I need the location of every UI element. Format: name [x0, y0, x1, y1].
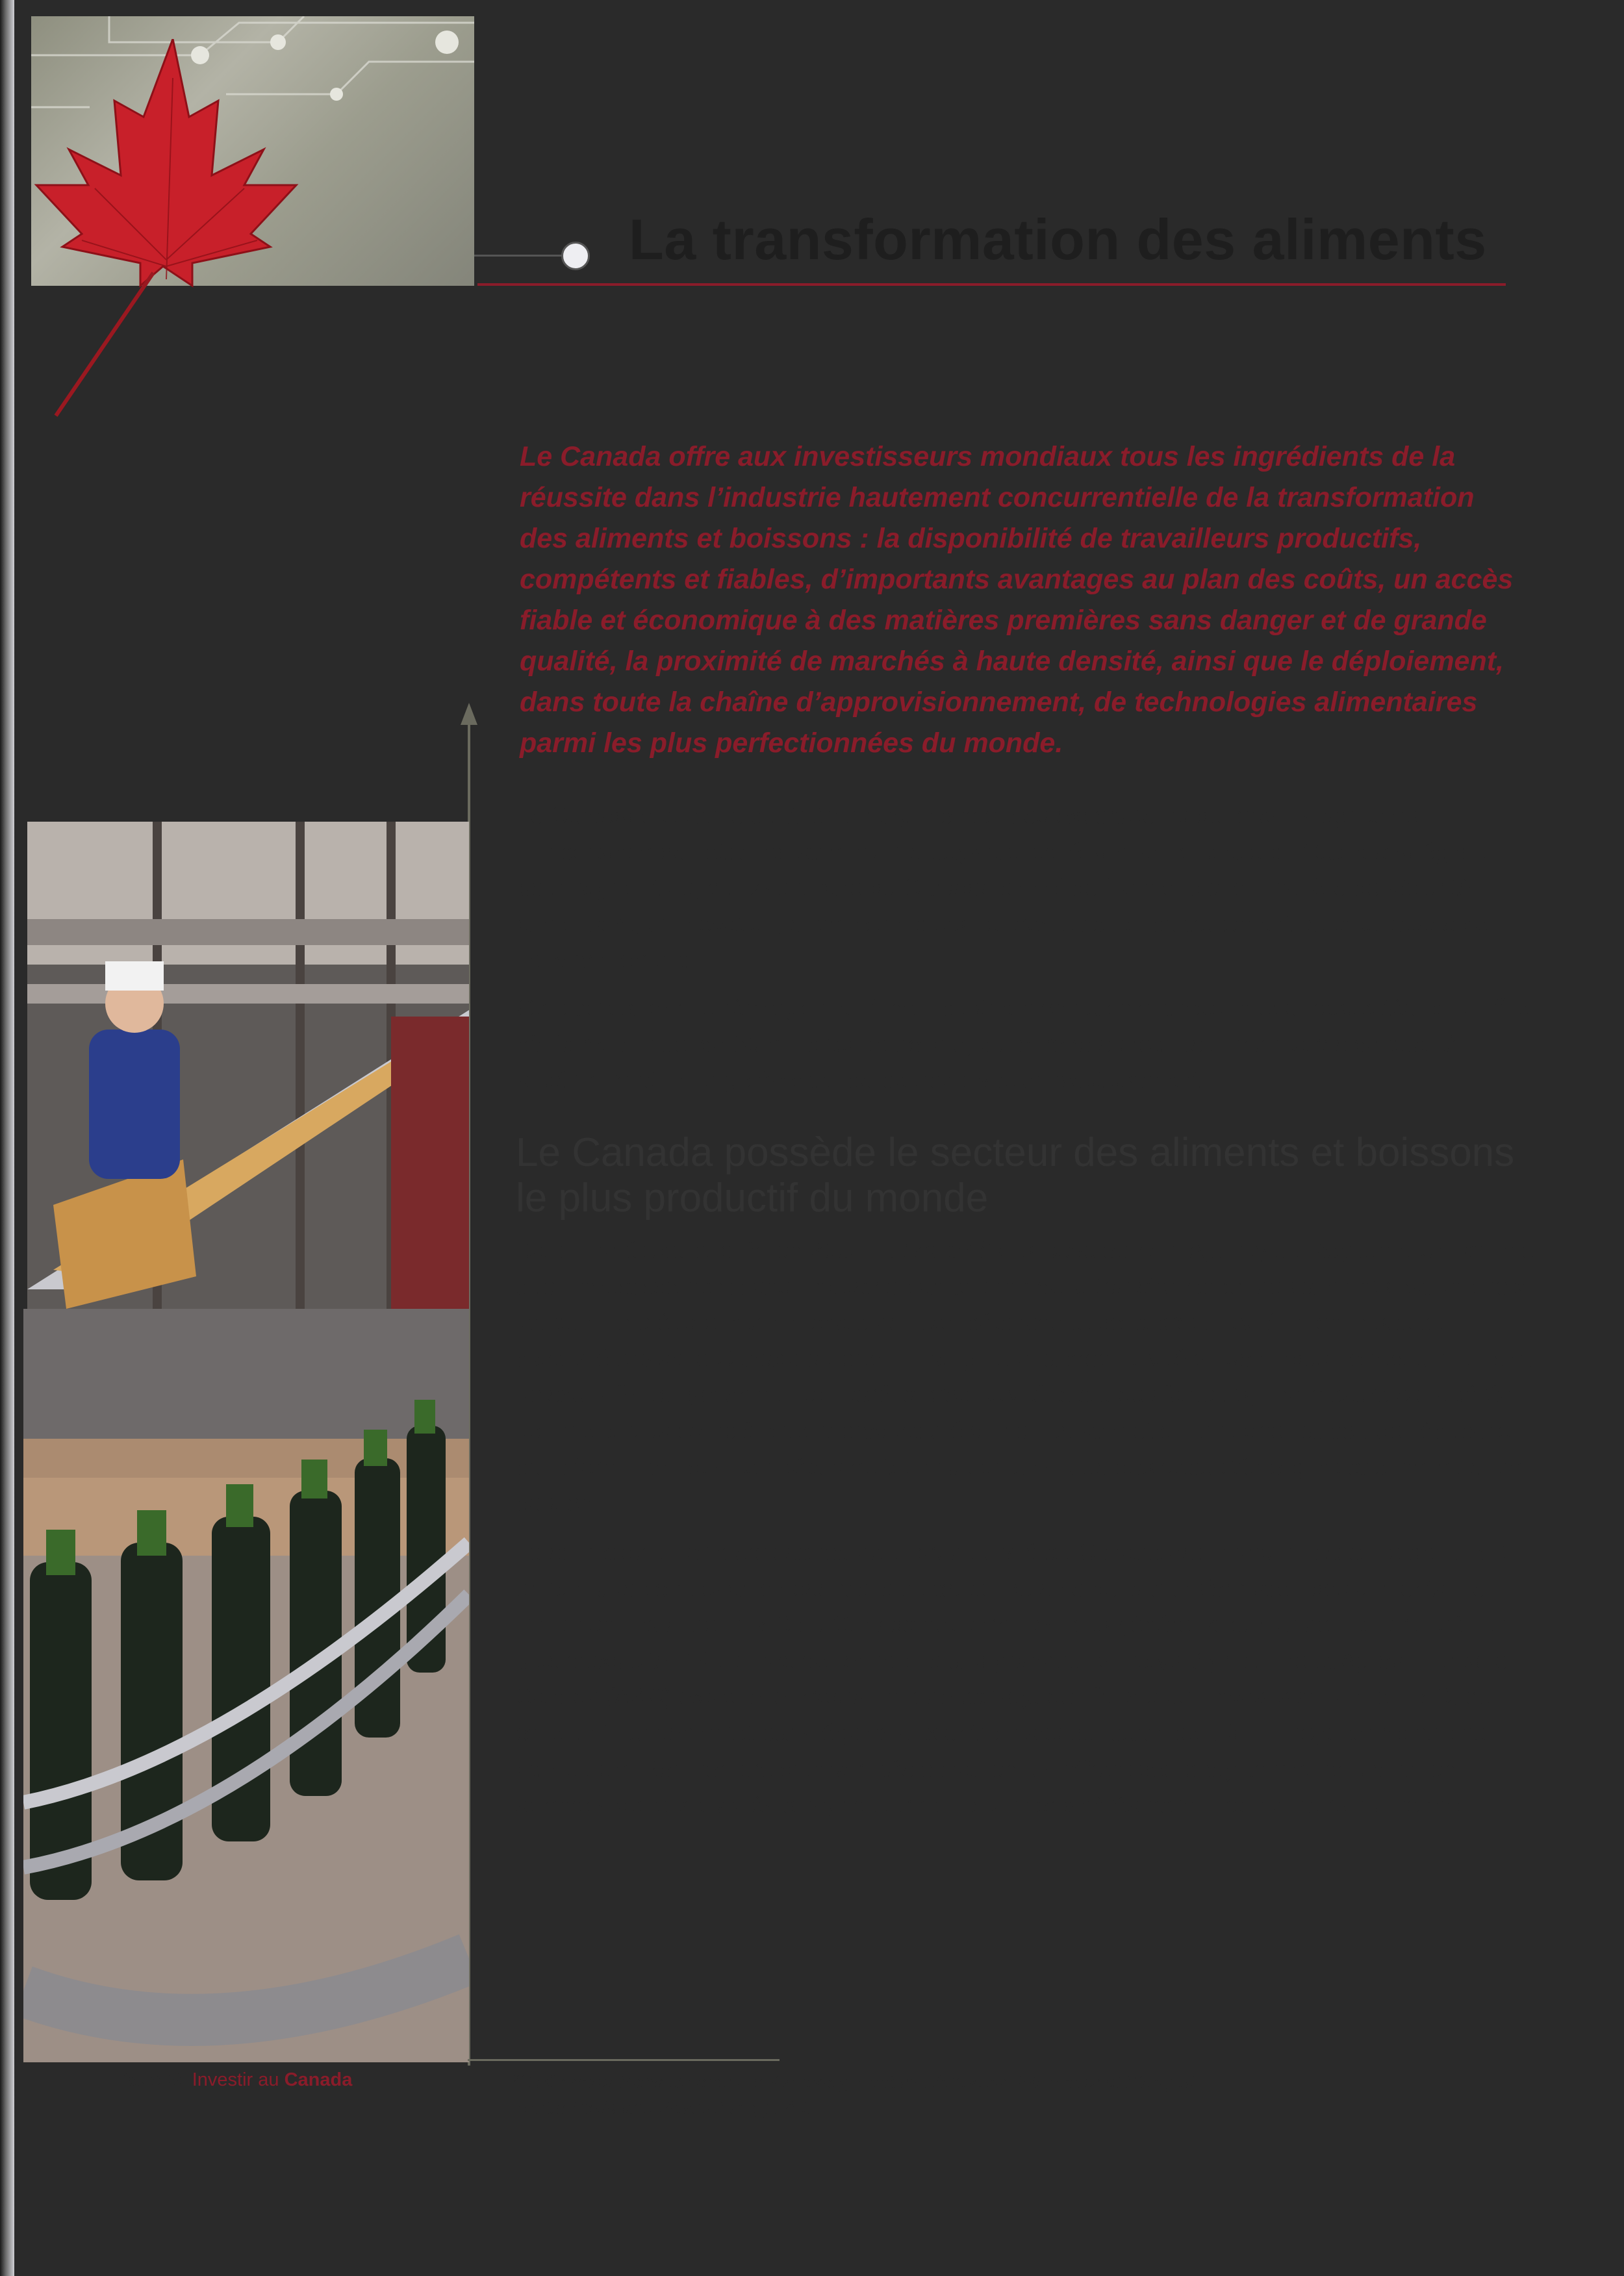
page-title: La transformation des aliments [629, 207, 1487, 272]
footnote-divider [468, 2059, 780, 2061]
page-number: Page 38 [116, 2069, 187, 2090]
paragraph-agriculture-rank: Le Canada occupe le quatrième rang mondial des exportateurs de produits agricoles. L’importance de cette industrie pour le pays a suscité la mise en place du Cadre stratégique pour l’agriculture, qui vise à faire du Canada le chef de file mondial en matière de sécurité alimentaire, d’innovation, et de techniques de production et de traitement respectueuses de l’environnement. [517, 802, 1494, 974]
study-text-continued: L’organisme a comparé la productivité totale des facteurs, une mesure considérée comme la plus complète de la productivité d’une industrie et qui englobe l’apport de l’éducation, de la formation, des compétences techniques, ainsi que des capacités organisationnelles et de gestion. [516, 1381, 1532, 1517]
paragraph-productivity-study [516, 1232, 1536, 1521]
footnote-number: 21 [512, 2071, 528, 2088]
circle-connector-icon [561, 242, 590, 270]
title-connector-line [474, 255, 562, 257]
page-footer [116, 2069, 352, 2091]
intro-paragraph: Le Canada offre aux investisseurs mondiaux tous les ingrédients de la réussite dans l’industrie hautement concurrentielle de la transformation des aliments et boissons : la disponibilité de travailleurs productifs, compétents et fiables, d’importants avantages au plan des coûts, un accès fiable et économique à des matières premières sans danger et de grande qualité, la proximité de marchés à haute densité, ainsi que le déploiement, dans toute la chaîne d’approvisionnement, de technologies alimentaires parmi les plus perfectionnées du monde. [520, 441, 1514, 759]
footnote-text: UK Sector Skills Development Agency, Sectors Matter: An International Study of Sector Skills and Productivity, p. 46. [512, 2072, 1195, 2119]
study-text: Dans une étude publiée en 2005, la Sector Skills Development Agency du Royaume-Uni affirme que l’investissement dans l’industrie canadienne de la transformation des aliments est un choix logique. Une étude internationale des compétences et de la productivité selon le secteur d’activité classe le Canada au premier rang pour la productivité de son industrie des aliments et boissons. [516, 1237, 1535, 1408]
paragraph-industry-revenue: Ce cadre a permis l’émergence d’une industrie mondialement reconnue et respectée, au chiffre d’affaires annuel de 80 milliards de dollars, qui offre des produits alimen-taires de qualité supérieure et un large éventail de perspectives d’investissement. [517, 994, 1530, 1094]
title-underline [477, 283, 1506, 286]
wine-bottling-photo [23, 1309, 469, 2062]
paragraph-research-development: Le secret de la forte croissance de la productivité au Canada est la reconnaissance de la R-D en tant que composante essentielle de toute industrie de la transformation des aliments. Le traitement fiscal de la R-D au Canada est parmi les plus généreux du monde industrialisé. En plus d’exploiter 19 centres de recherche à la grandeur du pays, Agriculture et Agroalimentaire Canada (AAC) exploite le Programme de partage des frais pour l’investissement en R-D, qui offre un financement à parts égales aux entreprises qui participent à un projet de recherche admissible. Bon nombre d’universités canadiennes offrent des programmes de pointe en sciences de la vie voués à l’agriculture qui sont considérés parmi les meilleurs du monde. [516, 1539, 1510, 1819]
section-heading: Le Canada possède le secteur des aliments et boissons le plus productif du monde [516, 1130, 1515, 1220]
footnote-reference[interactable]: 21 [617, 1382, 635, 1400]
pasta-production-photo [27, 822, 469, 1309]
footer-publication-label: Investir au [192, 2069, 279, 2090]
footer-publication-country: Canada [284, 2069, 353, 2090]
footnote [512, 2069, 1226, 2121]
maple-leaf-icon [23, 39, 309, 422]
